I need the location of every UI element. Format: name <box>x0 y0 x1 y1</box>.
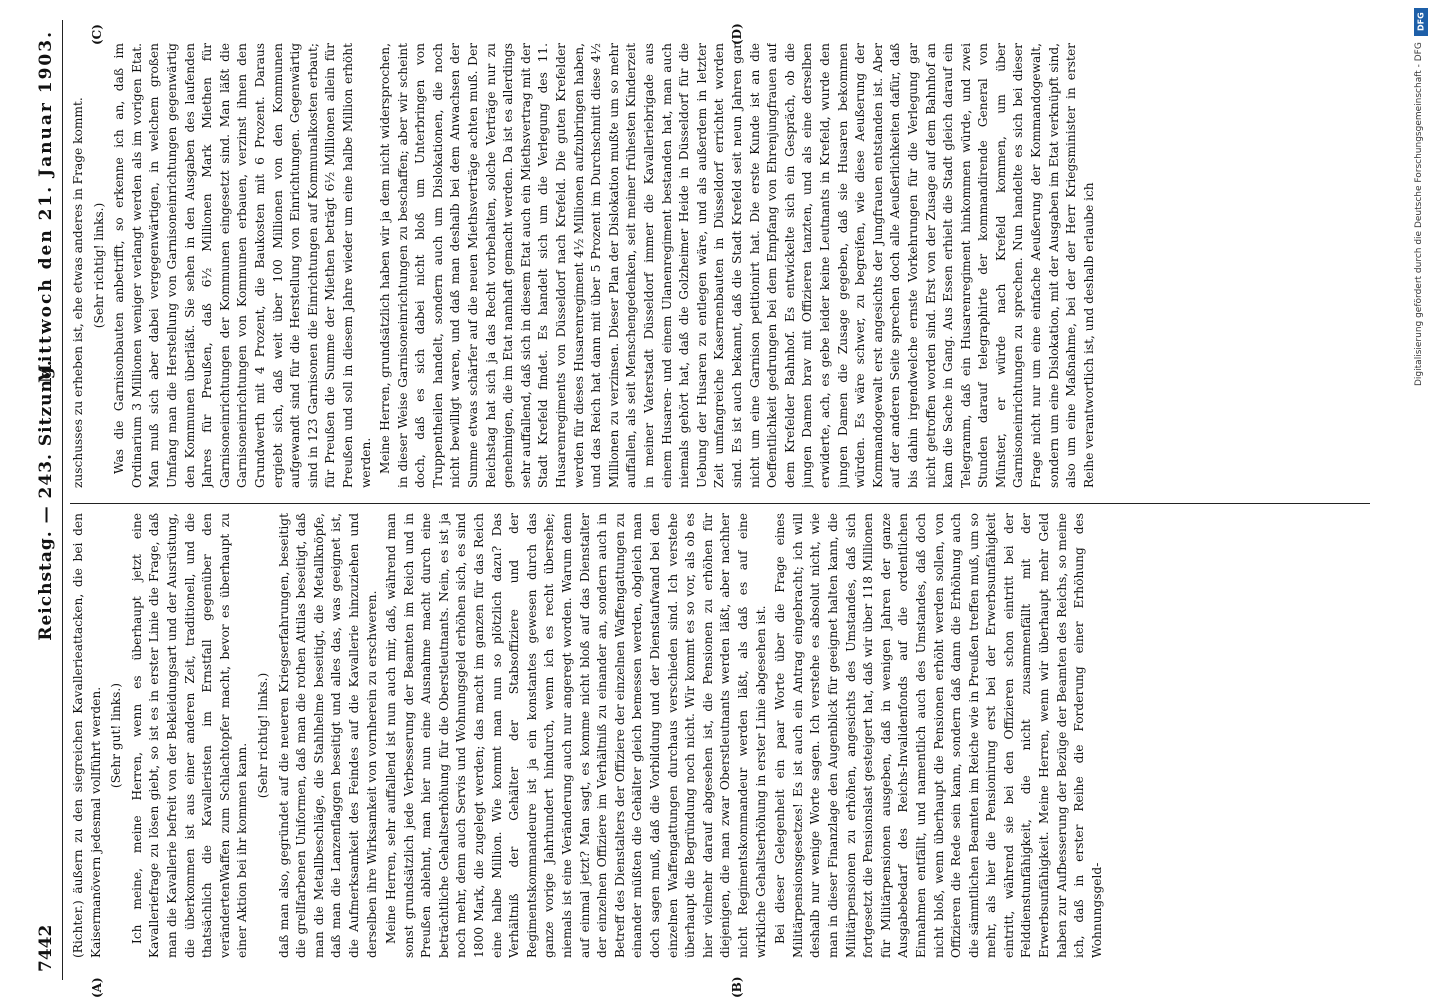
paragraph: Was die Garnisonbauten anbetrifft, so erkenne ich an, daß im Ordinarium 3 Millionen weniger verlangt werden als im vorigen Etat. Man muß sich aber dabei vergegenwärtigen, in welchem großen Umfang man die Herstellung von Garnisoneinrichtungen gegenwärtig den Kommunen überläßt. Sie sehen in den Ausgaben des laufenden Jahres für Preußen, daß 6½ Millionen Mark Miethen für Garnisoneinrichtungen der Kommunen eingesetzt sind. Man läßt die Garnisoneinrichtungen von Kommunen erbauen, verzinst ihnen den Grundwerth mit 4 Prozent, die Baukosten mit 6 Prozent. Daraus ergiebt sich, daß weit über 100 Millionen von den Kommunen aufgewandt sind für die Herstellung von Einrichtungen. Gegenwärtig sind in 123 Garnisonen die Einrichtungen auf Kommunalkosten erbaut; für Preußen die Summe der Miethen beträgt 6½ Millionen allein für Preußen und soll in diesem Jahre wieder um eine halbe Million erhöht werden. <box>112 43 373 488</box>
paragraph: Meine Herren, grundsätzlich haben wir ja dem nicht widersprochen, in dieser Weise Garnisoneinrichtungen zu beschaffen; aber wir scheint doch, daß es sich dabei nicht bloß um Unterbringen von Truppentheilen handelt, sondern auch um Dislokationen, die noch nicht bewilligt waren, und daß man deshalb bei dem Anwachsen der Summe etwas schärfer auf die neuen Miethsverträge achten muß. Der Reichstag hat sich ja das Recht vorbehalten, solche Verträge nur zu genehmigen, die im Etat namhaft gemacht werden. Da ist es allerdings sehr auffallend, daß sich in diesem Etat auch ein Miethsvertrag mit der Stadt Krefeld findet. Es handelt sich um die Verlegung des 11. Husarenregiments von Düsseldorf nach Krefeld. Die guten Krefelder werden für dieses Husarenregiment 4½ Millionen aufzubringen haben, und das Reich hat dann mit über 5 Prozent im Durchschnitt diese 4½ Millionen zu verzinsen. Dieser Plan der Dislokation mußte um so mehr auffallen, als seit Menschengedenken, seit meiner frühesten Kinderzeit in meiner Vaterstadt Düsseldorf immer die Kavalleriebrigade aus einem Husaren- und einem Ulanenregiment bestanden hat, man auch niemals gehört hat, daß die Golzheimer Heide in Düsseldorf für die Uebung der Husaren zu entlegen wäre, und als außerdem in letzter Zeit umfangreiche Kasernenbauten in Düsseldorf errichtet worden sind. Es ist auch bekannt, daß die Stadt Krefeld seit neun Jahren gar nicht um eine Garnison petitionirt hat. Die erste Kunde ist an die Oeffentlichkeit gedrungen bei dem Empfang von Ehrenjungfrauen auf dem Krefelder Bahnhof. Es entwickelte sich ein Gespräch, ob die jungen Damen brav mit Offizieren tanzten, und als eine derselben erwiderte, ach, es gebe leider keine Leutnants in Krefeld, wurde den jungen Damen die Zusage gegeben, daß sie Husaren bekommen würden. Es wäre schwer, zu begreifen, wie diese Aeußerung der Kommandogewalt erst angesichts der Jungfrauen entstanden ist. Aber auf der anderen Seite sprechen doch alle Aeußerlichkeiten dafür, daß bis dahin irgendwelche ernste Vorkehrungen für die Verlegung gar nicht getroffen worden sind. Erst von der Zusage auf dem Bahnhof an kam die Sache in Gang. Aus Essen erhielt die Stadt gleich darauf ein Telegramm, daß ein Husarenregiment hinkommen würde, und zwei Stunden darauf telegraphirte der kommandirende General von Münster, er würde nach Krefeld kommen, um über Garnisoneinrichtungen zu sprechen. Nun handelte es sich bei dieser Frage nicht nur um eine einfache Aeußerung der Kommandogewalt, sondern um eine Dislokation, mit der Ausgaben im Etat verknüpft sind, also um eine Maßnahme, bei der der Herr Kriegsminister in erster Reihe verantwortlich ist, und deshalb erlaube ich <box>378 43 1096 488</box>
paragraph: zuschusses zu erheben ist, ehe etwas anderes in Frage kommt. <box>71 97 85 488</box>
interjection: (Sehr richtig! links.) <box>255 672 270 799</box>
page-title: Reichstag. — 243. Sitzung. <box>36 359 56 641</box>
left-column <box>70 513 1360 958</box>
digitization-credit <box>1414 8 1428 768</box>
column-divider <box>70 503 1370 504</box>
dfg-logo: DFG <box>1414 8 1428 36</box>
header-rule <box>62 20 63 980</box>
digitization-note: Digitalisierung gefördert durch die Deutsche Forschungsgemeinschaft - DFG <box>1414 42 1424 386</box>
interjection: (Sehr gut! links.) <box>109 682 124 789</box>
paragraph: daß man also, gegründet auf die neueren Kriegserfahrungen, beseitigt die grellfarbenen Uniformen, daß man die rothen Attilas beseitigt, daß man die Metallbeschläge, die Stahlhelme beseitigt, die Metallknöpfe, daß man die Lanzenflaggen beseitigt und alles das, was geeignet ist, die Aufmerksamkeit des Feindes auf die Kavallerie hinzuziehen und derselben ihre Wirksamkeit von vornherein zu erschweren. <box>276 513 379 958</box>
right-column <box>70 43 1360 488</box>
margin-mark-d: (D) <box>730 23 744 45</box>
paragraph: Bei dieser Gelegenheit ein paar Worte über die Frage eines Militärpensionsgesetzes! Es ist auch ein Antrag eingebracht; ich will deshalb nur wenige Worte sagen. Ich verstehe es absolut nicht, wie man in dieser Finanzlage den Augenblick für geeignet halten kann, die Militärpensionen zu erhöhen, angesichts des Umstandes, daß sich fortgesetzt die Pensionslast gesteigert hat, daß wir über 118 Millionen für Militärpensionen ausgeben, daß in wenigen Jahren der ganze Ausgabebedarf des Reichs-Invalidenfonds auf die ordentlichen Einnahmen entfällt, und namentlich auch des Umstandes, daß doch nicht bloß, wenn überhaupt die Pensionen erhöht werden sollen, von Offizieren die Rede sein kann, sondern daß dann die Erhöhung auch die sämmtlichen Beamten im Reiche wie in Preußen treffen muß, um so mehr, als hier die Pensionirung erst bei der Erwerbsunfähigkeit eintritt, während sie bei den Offizieren schon eintritt bei der Felddienstunfähigkeit, die nicht zusammenfällt mit der Erwerbsunfähigkeit. Meine Herren, wenn wir überhaupt mehr Geld haben zur Aufbesserung der Bezüge der Beamten des Reichs, so meine ich, daß in erster Reihe die Forderung einer Erhöhung des Wohnungsgeld- <box>773 513 1104 958</box>
page-header <box>30 20 60 980</box>
page-number: 7442 <box>36 924 56 972</box>
interjection: (Sehr richtig! links.) <box>91 202 106 329</box>
margin-mark-a: (A) <box>90 977 104 998</box>
page-date: Mittwoch den 21. Januar 1903. <box>36 30 56 383</box>
document-page <box>30 20 1375 998</box>
paragraph: (Richter.) äußern zu den siegreichen Kavallerieattacken, die bei den Kaisermanövern jedesmal vollführt werden. <box>71 513 103 958</box>
margin-mark-c: (C) <box>90 24 104 45</box>
paragraph: Ich meine, meine Herren, wenn es überhaupt jetzt eine Kavalleriefrage zu lösen giebt, so ist es in erster Linie die Frage, daß man die Kavallerie befreit von der Bekleidungsart und der Ausrüstung, die überkommen ist aus einer anderen Zeit, traditionell, und die thatsächlich die Kavalleristen im Ernstfall gegenüber den verändertenWaffen zum Schlachtopfer macht, bevor es überhaupt zu einer Aktion bei ihr kommen kann. <box>129 513 250 958</box>
paragraph: Meine Herren, sehr auffallend ist nun auch mir, daß, während man sonst grundsätzlich jede Verbesserung der Beamten im Reich und in Preußen ablehnt, man hier nun eine Ausnahme macht durch eine beträchtliche Gehaltserhöhung für die Oberstleutnants. Nein, es ist ja noch mehr, denn auch Servis und Wohnungsgeld erhöhen sich, es sind 1800 Mark, die zugelegt werden; das macht im ganzen für das Reich eine halbe Million. Wie kommt man nun so plötzlich dazu? Das Verhältniß der Gehälter der Stabsoffiziere und der Regimentskommandeure ist ja ein konstantes gewesen durch das ganze vorige Jahrhundert hindurch, wenn ich es recht übersehe; niemals ist eine Veränderung auch nur angeregt worden. Warum denn auf einmal jetzt? Man sagt, es komme nicht bloß auf das Dienstalter der einzelnen Offiziere im Verhältniß zu einander an, sondern auch in Betreff des Dienstalters der Offiziere der einzelnen Waffengattungen zu einander müßten die Gehälter gleich bemessen werden, obgleich man doch sagen muß, daß die Vorbildung und der Dienstaufwand bei den einzelnen Waffengattungen durchaus verschieden sind. Ich verstehe überhaupt die Begründung noch nicht. Wir kommt es so vor, als ob es hier vielmehr darauf abgesehen ist, die Pensionen zu erhöhen für diejenigen, die man zwar Oberstleutnants werden läßt, aber nachher nicht Regimentskommandeur werden läßt, als daß es auf eine wirkliche Gehaltserhöhung in erster Linie abgesehen ist. <box>384 513 768 958</box>
margin-mark-b: (B) <box>730 976 744 998</box>
